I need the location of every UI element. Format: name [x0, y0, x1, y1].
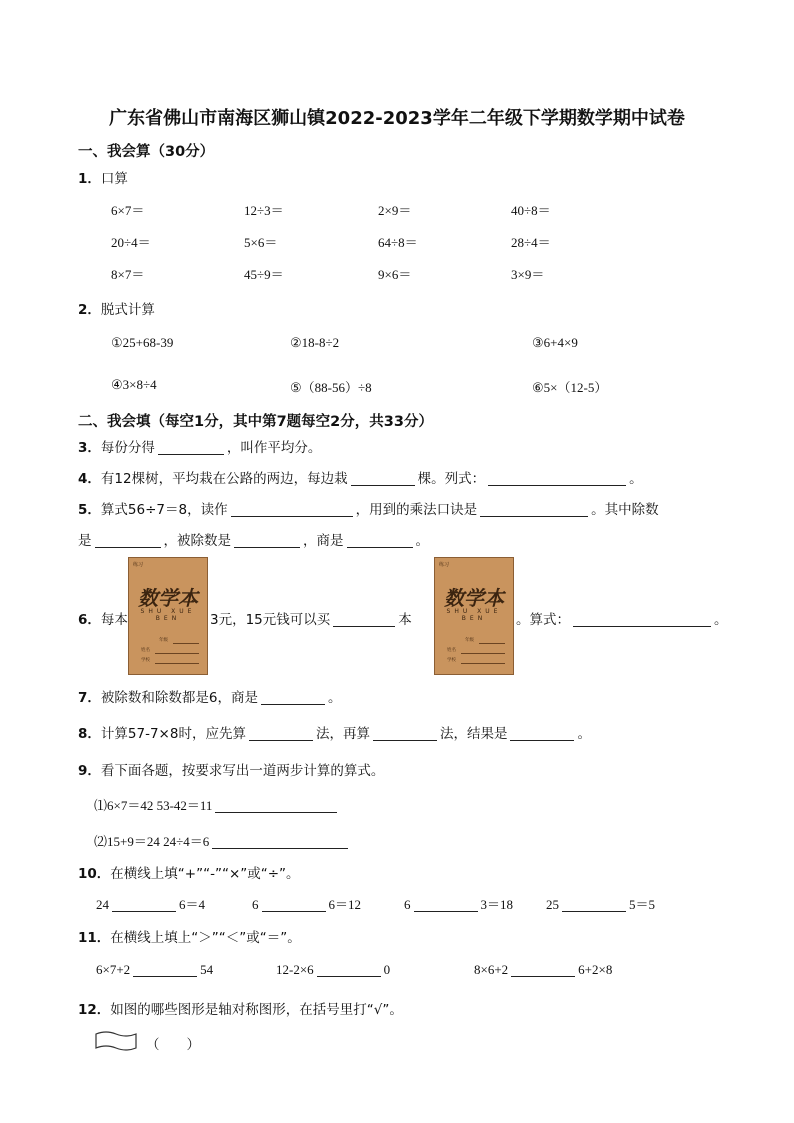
oral-calc-item: 64÷8＝	[378, 235, 418, 250]
oral-calc-item: 28÷4＝	[511, 235, 551, 250]
section-2-heading: 二、我会填（每空1分，其中第7题每空2分，共33分）	[78, 414, 433, 430]
operator-item: 25 5＝5	[546, 897, 656, 912]
answer-blank[interactable]	[373, 726, 437, 741]
answer-blank[interactable]	[112, 897, 176, 912]
question-7: 7．被除数和除数都是6，商是 。	[78, 690, 342, 706]
answer-blank[interactable]	[573, 612, 711, 627]
q1-header	[78, 167, 128, 187]
question-4: 4．有12棵树，平均栽在公路的两边，每边栽 棵。列式： 。	[78, 471, 643, 487]
question-6-a: 6．每本	[78, 612, 128, 628]
flag-shape-figure	[94, 1030, 138, 1052]
compare-item: 12-2×6 0	[276, 962, 391, 977]
question-8: 8．计算57-7×8时，应先算 法，再算 法，结果是 。	[78, 726, 591, 742]
q2-label: 脱式计算	[100, 302, 155, 318]
q1-label: 口算	[100, 171, 128, 187]
answer-parentheses[interactable]: （ ）	[146, 1037, 200, 1053]
section-1-heading: 一、我会算（30分）	[78, 144, 215, 160]
answer-blank[interactable]	[333, 612, 395, 627]
answer-blank[interactable]	[231, 502, 353, 517]
answer-blank[interactable]	[347, 533, 413, 548]
oral-calc-item: 5×6＝	[244, 235, 278, 250]
oral-calc-item: 20÷4＝	[111, 235, 151, 250]
q2-header	[78, 298, 155, 318]
question-11: 11．在横线上填上“＞”“＜”或“＝”。	[78, 930, 301, 946]
question-9-sub-1: ⑴6×7＝42 53-42＝11	[94, 795, 340, 814]
answer-blank[interactable]	[488, 471, 626, 486]
answer-blank[interactable]	[351, 471, 415, 486]
question-12: 12．如图的哪些图形是轴对称图形，在括号里打“√”。	[78, 1002, 403, 1018]
stepwise-item: ⑥5×（12-5）	[532, 380, 608, 395]
oral-calc-item: 3×9＝	[511, 267, 545, 282]
operator-item: 6 6＝12	[252, 897, 362, 912]
answer-blank[interactable]	[511, 962, 575, 977]
question-9-sub-2: ⑵15+9＝24 24÷4＝6	[94, 831, 351, 850]
math-notebook-image: 练习 数学本 SHU XUE BEN 年级 姓名 学校	[434, 557, 514, 675]
question-6-c: 。算式： 。	[516, 612, 728, 628]
stepwise-item: ①25+68-39	[111, 335, 174, 350]
answer-blank[interactable]	[95, 533, 161, 548]
question-5-cont: 是 ，被除数是 ，商是 。	[78, 533, 429, 549]
oral-calc-item: 12÷3＝	[244, 203, 284, 218]
stepwise-item: ②18-8÷2	[290, 335, 340, 350]
q1-number: 1．	[78, 171, 101, 187]
answer-blank[interactable]	[133, 962, 197, 977]
answer-blank[interactable]	[215, 798, 337, 813]
q2-number: 2．	[78, 302, 101, 318]
oral-calc-item: 45÷9＝	[244, 267, 284, 282]
answer-blank[interactable]	[262, 897, 326, 912]
answer-blank[interactable]	[414, 897, 478, 912]
oral-calc-item: 2×9＝	[378, 203, 412, 218]
operator-item: 6 3＝18	[404, 897, 514, 912]
operator-item: 24 6＝4	[96, 897, 206, 912]
oral-calc-item: 9×6＝	[378, 267, 412, 282]
question-9: 9．看下面各题，按要求写出一道两步计算的算式。	[78, 763, 385, 779]
compare-item: 6×7+2 54	[96, 962, 214, 977]
compare-item: 8×6+2 6+2×8	[474, 962, 613, 977]
stepwise-item: ③6+4×9	[532, 335, 578, 350]
answer-blank[interactable]	[480, 502, 588, 517]
oral-calc-item: 8×7＝	[111, 267, 145, 282]
answer-blank[interactable]	[317, 962, 381, 977]
question-6-b: 3元，15元钱可以买 本	[210, 612, 412, 628]
answer-blank[interactable]	[562, 897, 626, 912]
answer-blank[interactable]	[510, 726, 574, 741]
stepwise-item: ⑤（88-56）÷8	[290, 380, 372, 395]
question-3: 3．每份分得 ，叫作平均分。	[78, 440, 322, 456]
answer-blank[interactable]	[261, 690, 325, 705]
stepwise-item: ④3×8÷4	[111, 377, 157, 392]
page-title: 广东省佛山市南海区狮山镇2022-2023学年二年级下学期数学期中试卷	[109, 108, 685, 129]
oral-calc-item: 6×7＝	[111, 203, 145, 218]
answer-blank[interactable]	[234, 533, 300, 548]
answer-blank[interactable]	[158, 440, 224, 455]
answer-blank[interactable]	[249, 726, 313, 741]
math-notebook-image: 练习 数学本 SHU XUE BEN 年级 姓名 学校	[128, 557, 208, 675]
answer-blank[interactable]	[212, 834, 348, 849]
question-5: 5．算式56÷7＝8，读作 ，用到的乘法口诀是 。其中除数	[78, 502, 659, 518]
oral-calc-item: 40÷8＝	[511, 203, 551, 218]
question-10: 10．在横线上填“+”“-”“×”或“÷”。	[78, 866, 300, 882]
